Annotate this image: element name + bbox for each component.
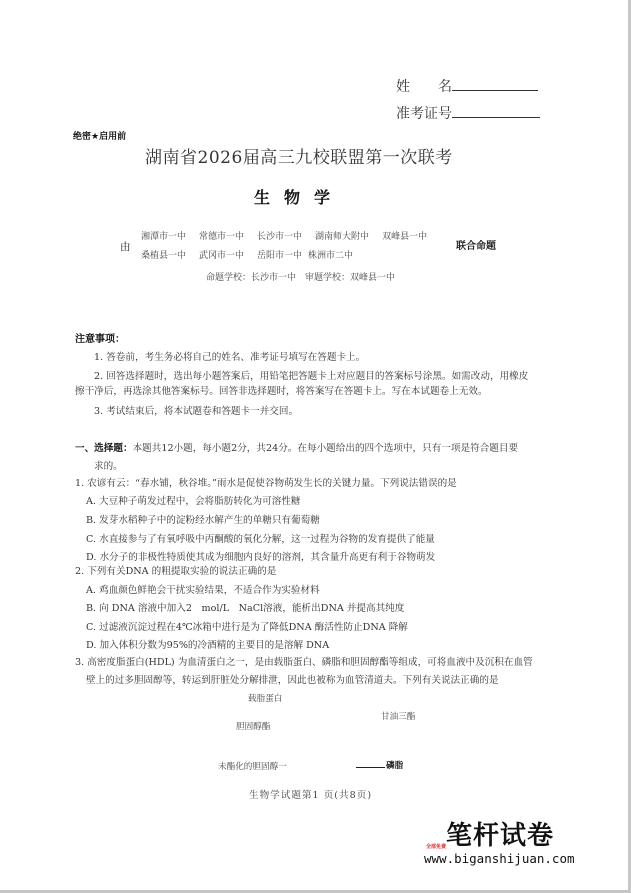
school-name: 长沙市一中 bbox=[257, 232, 303, 242]
section-desc: 本题共12小题，每小题2分，共24分。在每小题给出的四个选项中，只有一项是符合题目要 bbox=[132, 443, 519, 454]
school-name: 武冈市一中 bbox=[199, 251, 245, 261]
note-item: 2. 回答选择题时，选出每小题答案后，用铅笔把答题卡上对应题目的答案标号涂黑。如需改动，用橡皮 bbox=[94, 371, 529, 382]
figure-label-triglyceride: 甘油三酯 bbox=[381, 712, 416, 722]
note-item: 3. 考试结束后，将本试题卷和答题卡一并交回。 bbox=[94, 406, 299, 417]
question-1-option-a: A. 大豆种子萌发过程中，会将脂肪转化为可溶性糖 bbox=[86, 496, 301, 507]
question-2-stem: 2. 下列有关DNA 的粗提取实验的说法正确的是 bbox=[75, 566, 277, 577]
figure-label-phospholipid: 磷脂 bbox=[386, 761, 404, 771]
school-name: 双峰县一中 bbox=[382, 232, 428, 242]
question-1-stem: 1. 农谚有云：“春水铺，秋谷堆。”雨水是促使谷物萌发生长的关键力量。下列说法错误的是 bbox=[75, 478, 457, 489]
name-label: 姓 名 bbox=[396, 79, 452, 95]
figure-label-cholesteryl-ester: 胆固醇酯 bbox=[236, 722, 271, 732]
question-1-option-c: C. 水直接参与了有氧呼吸中丙酮酸的氧化分解，这一过程为谷物的发育提供了能量 bbox=[86, 534, 435, 545]
section-desc-cont: 求的。 bbox=[94, 461, 123, 472]
question-3-stem-cont: 壁上的过多胆固醇等，转运到肝脏处分解排泄，因此也被称为血管清道夫。下列有关说法正确的是 bbox=[86, 675, 499, 686]
schools-prefix: 由 bbox=[120, 241, 131, 253]
question-1-option-d: D. 水分子的非极性特质使其成为细胞内良好的溶剂，其含量升高更有利于谷物萌发 bbox=[86, 552, 436, 563]
exam-title: 湖南省2026届高三九校联盟第一次联考 bbox=[145, 148, 453, 168]
schools-row-1 bbox=[141, 229, 427, 242]
watermark-tag: 全部免费 bbox=[426, 844, 447, 850]
exam-id-blank bbox=[452, 103, 540, 118]
question-2-option-c: C. 过滤液沉淀过程在4℃冰箱中进行是为了降低DNA 酶活性防止DNA 降解 bbox=[86, 622, 408, 633]
exam-id-field bbox=[396, 103, 540, 123]
section-title: 一、选择题： bbox=[75, 443, 133, 454]
question-2-option-b: B. 向 DNA 溶液中加入2 mol/L NaCl溶液，能析出DNA 并提高其纯度 bbox=[86, 603, 405, 614]
figure-label-free-cholesterol: 未酯化的胆固醇一 bbox=[218, 762, 287, 772]
question-3-stem: 3. 高密度脂蛋白(HDL) 为血清蛋白之一，是由载脂蛋白、磷脂和胆固醇酯等组成，可将血液中及沉积在血管 bbox=[75, 657, 533, 668]
notes-heading: 注意事项： bbox=[75, 334, 125, 345]
exam-id-label: 准考证号 bbox=[396, 106, 452, 122]
school-name: 岳阳市一中 bbox=[257, 251, 303, 261]
figure-label-apolipoprotein: 载脂蛋白 bbox=[248, 694, 283, 704]
note-item: 擦干净后，再选涂其他答案标号。回答非选择题时，将答案写在答题卡上。写在本试题卷上无效。 bbox=[75, 386, 488, 397]
subject-title: 生物学 bbox=[254, 188, 345, 207]
question-2-option-d: D. 加入体积分数为95%的冷酒精的主要目的是溶解 DNA bbox=[86, 640, 330, 651]
schools-row-2 bbox=[141, 248, 353, 261]
joint-proposition-label: 联合命题 bbox=[456, 241, 496, 252]
page-footer: 生物学试题第1 页(共8页) bbox=[249, 790, 373, 801]
watermark-url: www.biganshijuan.com bbox=[424, 851, 575, 866]
school-name: 株洲市二中 bbox=[308, 251, 354, 261]
question-1-option-b: B. 发芽水稻种子中的淀粉经水解产生的单糖只有葡萄糖 bbox=[86, 515, 320, 526]
school-name: 湘潭市一中 bbox=[141, 232, 187, 242]
school-name: 湖南师大附中 bbox=[315, 232, 370, 242]
setter-schools: 命题学校：长沙市一中 审题学校：双峰县一中 bbox=[206, 273, 396, 283]
figure-leader-line bbox=[356, 767, 385, 768]
school-name: 常德市一中 bbox=[199, 232, 245, 242]
watermark-brand: 笔杆试卷 bbox=[446, 821, 555, 851]
name-blank bbox=[452, 76, 538, 91]
question-2-option-a: A. 鸡血颜色鲜艳会干扰实验结果，不适合作为实验材料 bbox=[86, 585, 320, 596]
name-field bbox=[396, 76, 538, 96]
school-name: 桑植县一中 bbox=[141, 251, 187, 261]
secret-label: 绝密★启用前 bbox=[73, 132, 127, 142]
section-heading bbox=[75, 440, 518, 454]
note-item: 1. 答卷前，考生务必将自己的姓名、准考证号填写在答题卡上。 bbox=[94, 352, 366, 363]
